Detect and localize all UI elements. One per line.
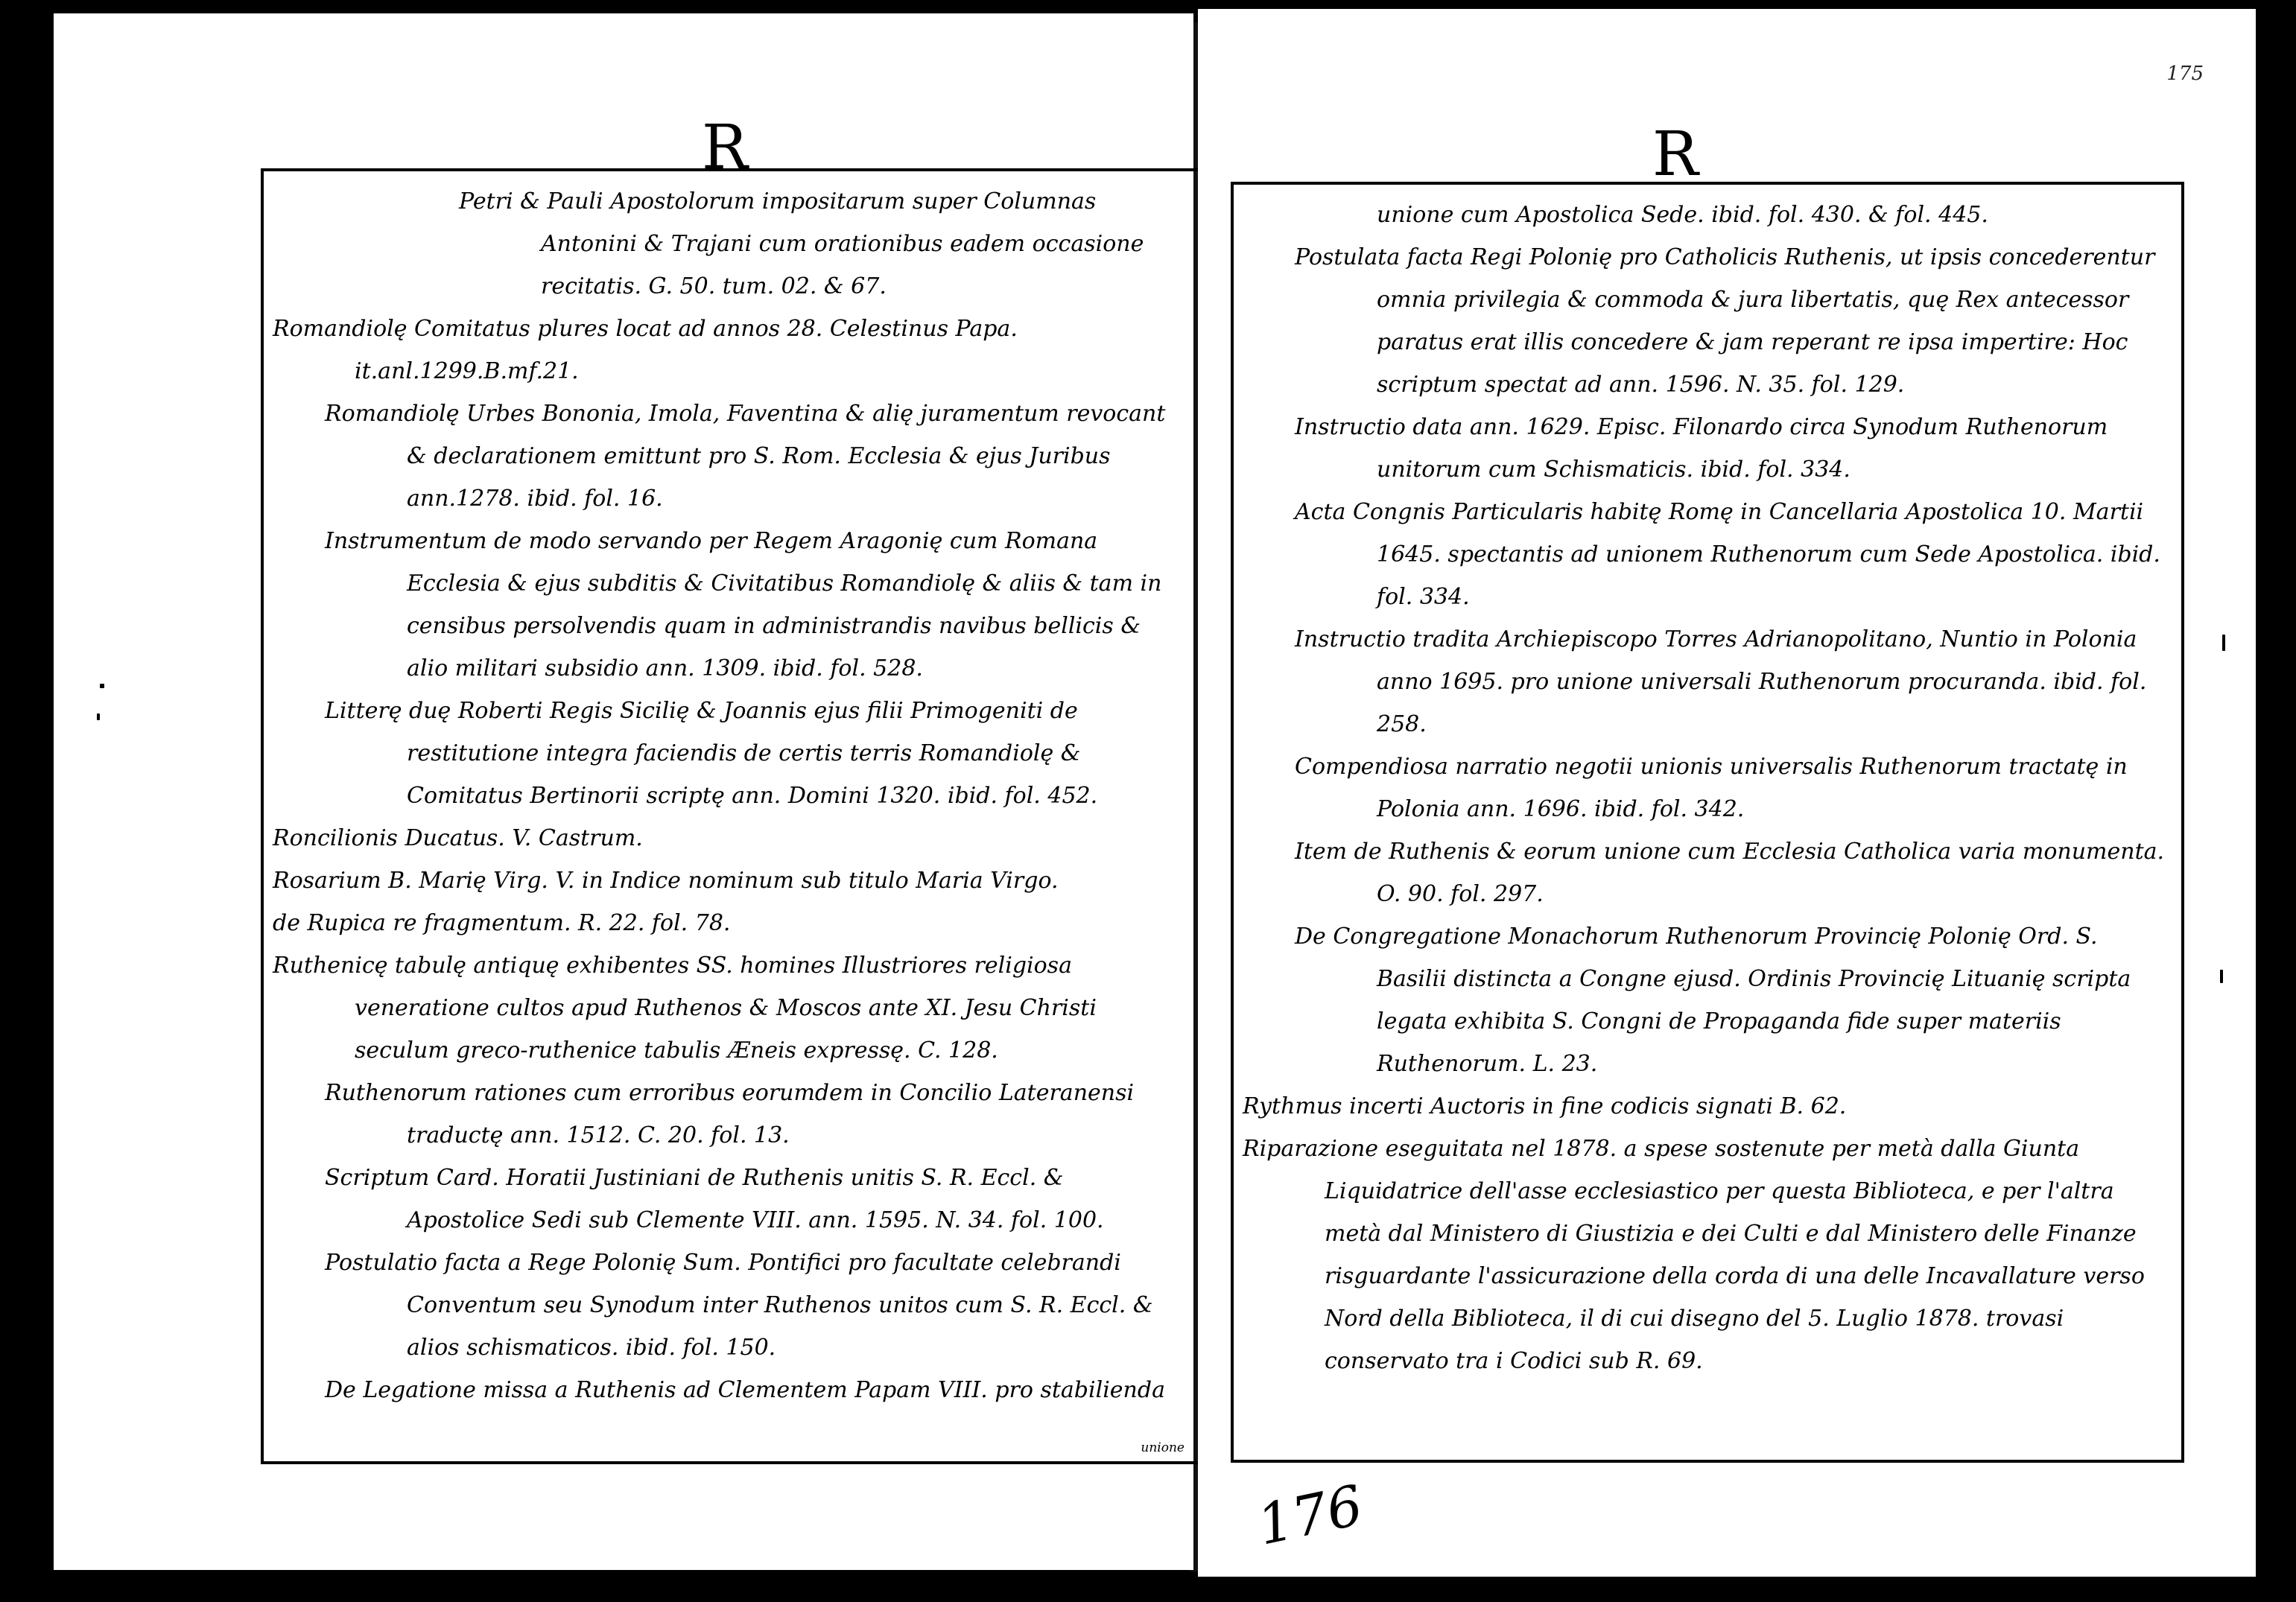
left-section-letter: R xyxy=(702,112,748,183)
left-index-frame xyxy=(261,168,1201,1464)
index-entry: Ruthenorum rationes cum erroribus eorumdem in Concilio Lateranensi traductę ann. 1512. C. 20. fol. 13. xyxy=(325,1080,1135,1148)
index-entry: Riparazione eseguitata nel 1878. a spese sostenute per metà dalla Giunta Liquidatrice dell'asse ecclesiastico per questa Biblioteca, e per l'altra metà dal Ministero di Giustizia e dei Culti e dal Ministero delle Finanze risguardante l'assicurazione della corda di una delle Incavallature verso Nord della Biblioteca, il di cui disegno del 5. Luglio 1878. trovasi conservato tra i Codici sub R. 69. xyxy=(1243,1136,2145,1374)
index-entry: Litterę duę Roberti Regis Sicilię & Joannis ejus filii Primogeniti de restitutione integra faciendis de certis terris Romandiolę & Comitatus Bertinorii scriptę ann. Domini 1320. ibid. fol. 452. xyxy=(325,698,1098,809)
ink-speck xyxy=(97,713,100,720)
ink-speck xyxy=(2220,970,2223,983)
index-entry: Romandiolę Urbes Bononia, Imola, Faventina & alię juramentum revocant & declarationem emittunt pro S. Rom. Ecclesia & ejus Juribus ann.1278. ibid. fol. 16. xyxy=(325,401,1166,512)
right-page xyxy=(1198,9,2256,1577)
index-entry: Rythmus incerti Auctoris in fine codicis signati B. 62. xyxy=(1243,1093,1847,1119)
index-entry: de Rupica re fragmentum. R. 22. fol. 78. xyxy=(273,910,731,936)
index-entry: Compendiosa narratio negotii unionis universalis Ruthenorum tractatę in Polonia ann. 1696. ibid. fol. 342. xyxy=(1295,754,2128,822)
index-entry: Petri & Pauli Apostolorum impositarum super Columnas Antonini & Trajani cum orationibus eadem occasione recitatis. G. 50. tum. 02. & 67. xyxy=(459,188,1144,299)
index-entry: De Legatione missa a Ruthenis ad Clementem Papam VIII. pro stabilienda xyxy=(325,1377,1165,1403)
ink-speck xyxy=(100,684,104,688)
index-entry: Acta Congnis Particularis habitę Romę in Cancellaria Apostolica 10. Martii 1645. spectantis ad unionem Ruthenorum cum Sede Apostolica. ibid. fol. 334. xyxy=(1295,499,2160,610)
index-entry: Postulatio facta a Rege Polonię Sum. Pontifici pro facultate celebrandi Conventum seu Synodum inter Ruthenos unitos cum S. R. Eccl. & alios schismaticos. ibid. fol. 150. xyxy=(325,1250,1153,1361)
index-entry: Romandiolę Comitatus plures locat ad annos 28. Celestinus Papa. it.anl.1299.B.mf.21. xyxy=(273,316,1018,384)
index-entry: Ruthenicę tabulę antiquę exhibentes SS. homines Illustriores religiosa veneratione cultos apud Ruthenos & Moscos ante XI. Jesu Christi seculum greco-ruthenice tabulis Æneis expressę. C. 128. xyxy=(273,953,1097,1064)
index-entry: Instructio data ann. 1629. Episc. Filonardo circa Synodum Ruthenorum unitorum cum Schismaticis. ibid. fol. 334. xyxy=(1295,414,2108,483)
index-entry: Instrumentum de modo servando per Regem Aragonię cum Romana Ecclesia & ejus subditis & Civitatibus Romandiolę & aliis & tam in censibus persolvendis quam in administrandis navibus bellicis & alio militari subsidio ann. 1309. ibid. fol. 528. xyxy=(325,528,1162,681)
catchword: unione xyxy=(1141,1440,1185,1455)
index-entry: Scriptum Card. Horatii Justiniani de Ruthenis unitis S. R. Eccl. & Apostolice Sedi sub Clemente VIII. ann. 1595. N. 34. fol. 100. xyxy=(325,1165,1104,1233)
index-entry: Rosarium B. Marię Virg. V. in Indice nominum sub titulo Maria Virgo. xyxy=(273,868,1059,894)
right-section-letter: R xyxy=(1652,119,1699,190)
handwritten-page-number: 176 xyxy=(1252,1473,1369,1558)
index-entry: unione cum Apostolica Sede. ibid. fol. 430. & fol. 445. xyxy=(1377,202,1988,228)
page-number: 175 xyxy=(2166,63,2204,85)
ink-speck xyxy=(2222,635,2225,651)
index-entry: Item de Ruthenis & eorum unione cum Ecclesia Catholica varia monumenta. O. 90. fol. 297. xyxy=(1295,839,2165,907)
index-entry: Postulata facta Regi Polonię pro Catholicis Ruthenis, ut ipsis concederentur omnia privilegia & commoda & jura libertatis, quę Rex antecessor paratus erat illis concedere & jam reperant re ipsa impertire: Hoc scriptum spectat ad ann. 1596. N. 35. fol. 129. xyxy=(1295,244,2155,398)
right-index-frame xyxy=(1231,182,2184,1463)
index-entry: Instructio tradita Archiepiscopo Torres Adrianopolitano, Nuntio in Polonia anno 1695. pro unione universali Ruthenorum procuranda. ibid. fol. 258. xyxy=(1295,626,2147,737)
left-page xyxy=(54,13,1193,1570)
index-entry: Roncilionis Ducatus. V. Castrum. xyxy=(273,825,643,851)
right-index-entries xyxy=(1234,185,2181,1382)
left-index-entries xyxy=(264,171,1198,1411)
index-entry: De Congregatione Monachorum Ruthenorum Provincię Polonię Ord. S. Basilii distincta a Congne ejusd. Ordinis Provincię Lituanię scripta legata exhibita S. Congni de Propaganda fide super materiis Ruthenorum. L. 23. xyxy=(1295,924,2131,1077)
